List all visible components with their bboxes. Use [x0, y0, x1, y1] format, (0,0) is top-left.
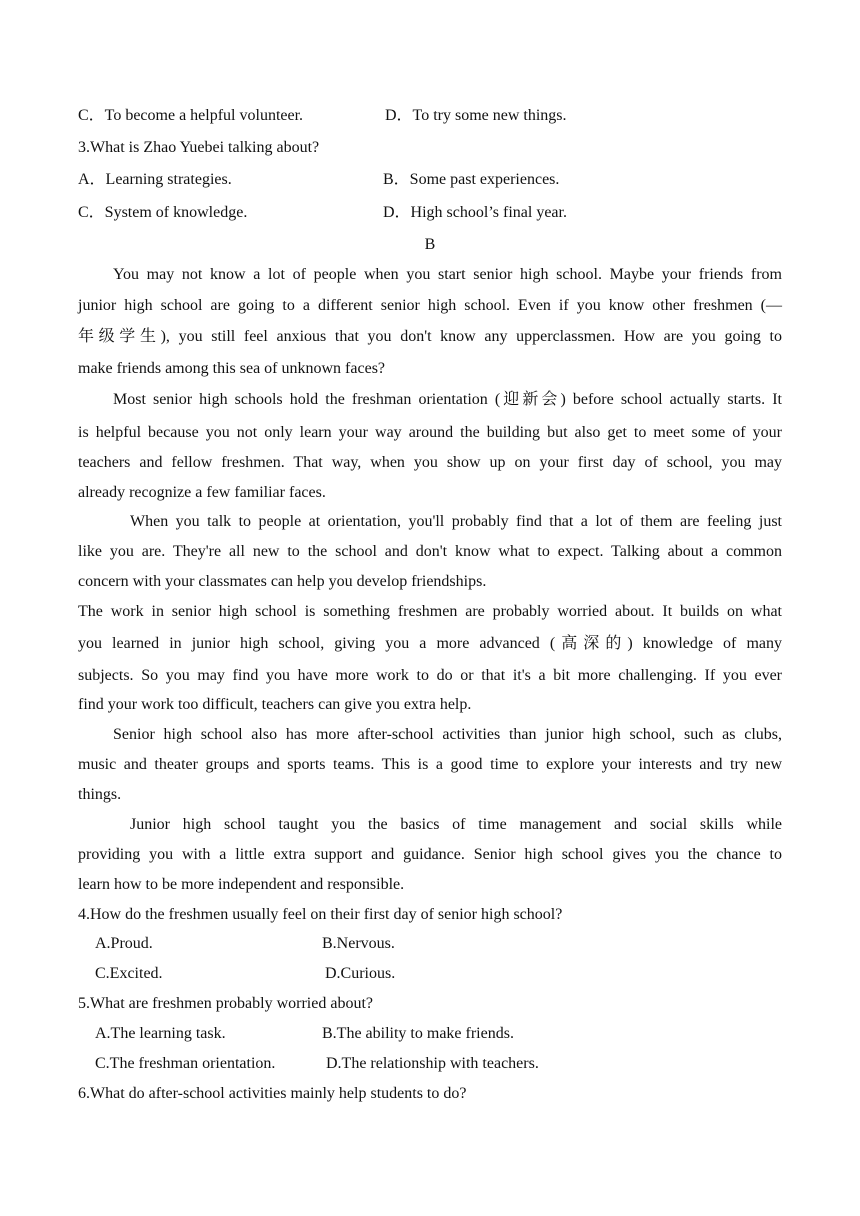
passage-line: 年级学生), you still feel anxious that you don't know any upperclassmen. How are you going to [78, 328, 782, 345]
q4-option-a: A.Proud. [95, 935, 153, 952]
passage-line: Senior high school also has more after-school activities than junior high school, such as clubs, [113, 726, 782, 743]
q5-option-a: A.The learning task. [95, 1025, 226, 1042]
q2-option-d: D．To try some new things. [385, 107, 567, 124]
passage-line: When you talk to people at orientation, you'll probably find that a lot of them are feeling just [130, 513, 782, 530]
passage-line: you learned in junior high school, giving you a more advanced (高深的) knowledge of many [78, 635, 782, 652]
q2-option-c: C．To become a helpful volunteer. [78, 107, 304, 124]
passage-line: things. [78, 786, 122, 803]
q5-question: 5.What are freshmen probably worried about? [78, 995, 373, 1012]
q4-question: 4.How do the freshmen usually feel on their first day of senior high school? [78, 906, 563, 923]
passage-line: make friends among this sea of unknown faces? [78, 360, 386, 377]
passage-line: junior high school are going to a different senior high school. Even if you know other freshmen (— [78, 297, 782, 314]
passage-line: Most senior high schools hold the freshman orientation (迎新会) before school actually starts. It [113, 391, 782, 408]
q4-option-d: D.Curious. [325, 965, 396, 982]
passage-line: providing you with a little extra support and guidance. Senior high school gives you the chance to [78, 846, 782, 863]
q6-question: 6.What do after-school activities mainly help students to do? [78, 1085, 467, 1102]
q5-option-c: C.The freshman orientation. [95, 1055, 276, 1072]
q5-option-d: D.The relationship with teachers. [326, 1055, 539, 1072]
q4-option-c: C.Excited. [95, 965, 163, 982]
passage-line: already recognize a few familiar faces. [78, 484, 326, 501]
passage-line: concern with your classmates can help you develop friendships. [78, 573, 487, 590]
passage-line: music and theater groups and sports teams. This is a good time to explore your interests and try new [78, 756, 782, 773]
passage-line: subjects. So you may find you have more work to do or that it's a bit more challenging. If you ever [78, 667, 782, 684]
q3-question: 3.What is Zhao Yuebei talking about? [78, 139, 320, 156]
q3-option-d: D．High school’s final year. [383, 204, 567, 221]
passage-line: Junior high school taught you the basics of time management and social skills while [130, 816, 782, 833]
passage-line: The work in senior high school is something freshmen are probably worried about. It builds on what [78, 603, 782, 620]
passage-line: like you are. They're all new to the school and don't know what to expect. Talking about a common [78, 543, 782, 560]
passage-line: teachers and fellow freshmen. That way, when you show up on your first day of school, you may [78, 454, 782, 471]
q5-option-b: B.The ability to make friends. [322, 1025, 514, 1042]
passage-line: You may not know a lot of people when you start senior high school. Maybe your friends from [113, 266, 782, 283]
passage-line: learn how to be more independent and responsible. [78, 876, 405, 893]
q4-option-b: B.Nervous. [322, 935, 395, 952]
q3-option-a: A．Learning strategies. [78, 171, 232, 188]
q3-option-c: C．System of knowledge. [78, 204, 248, 221]
section-label: B [424, 236, 436, 253]
passage-line: find your work too difficult, teachers can give you extra help. [78, 696, 472, 713]
q3-option-b: B．Some past experiences. [383, 171, 560, 188]
passage-line: is helpful because you not only learn your way around the building but also get to meet some of your [78, 424, 782, 441]
